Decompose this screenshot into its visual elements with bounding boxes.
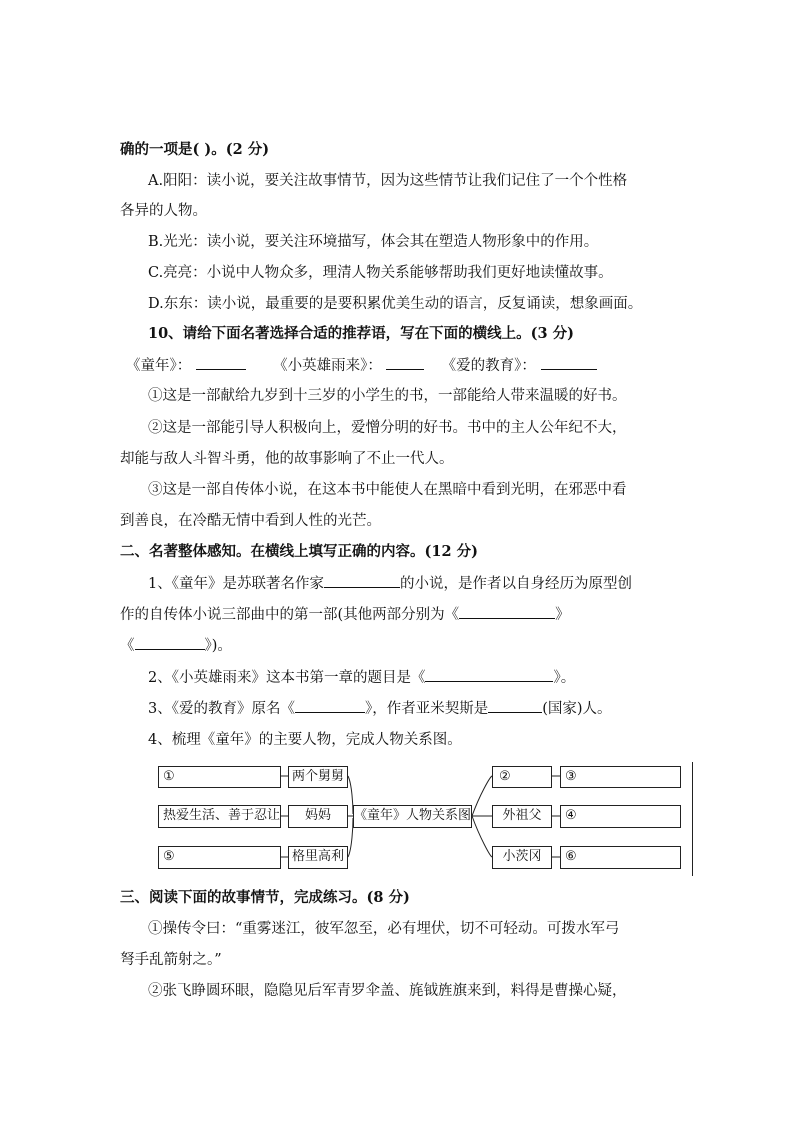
s2-q3-text-a: 3、《爱的教育》原名《 [148, 701, 295, 717]
q10-option-1: ①这是一部献给九岁到十三岁的小学生的书，一部能给人带来温暖的好书。 [148, 388, 627, 404]
s2-q1-text-e: 《 [120, 638, 135, 654]
q10-option-3: ③这是一部自传体小说，在这本书中能使人在黑暗中看到光明，在邪恶中看 [148, 482, 627, 498]
q10-stem: 10、请给下面名著选择合适的推荐语，写在下面的横线上。(3 分) [148, 325, 575, 342]
s2-q2-text-b: 》。 [553, 670, 576, 686]
s2-q1-text-b: 的小说，是作者以自身经历为原型创 [399, 576, 632, 592]
diagram-center-title: 《童年》人物关系图 [353, 805, 472, 828]
blank-1-box[interactable]: ① [158, 766, 281, 788]
s2-q1-text-a: 1、《童年》是苏联著名作家 [148, 576, 324, 592]
q9-option-c: C.亮亮：小说中人物众多，理清人物关系能够帮助我们更好地读懂故事。 [148, 265, 613, 281]
book-tongnian: 《童年》： [126, 358, 192, 374]
s2-q1-text-f: 》)。 [204, 638, 232, 654]
s3-passage-1-cont: 弩手乱箭射之。” [120, 952, 222, 968]
mother-box: 妈妈 [288, 805, 348, 828]
q9-option-d: D.东东：读小说，最重要的是要积累优美生动的语言，反复诵读，想象画面。 [148, 296, 643, 312]
book-yulai: 《小英雄雨来》： [273, 358, 382, 374]
q10-option-3-cont: 到善良，在冷酷无情中看到人性的光芒。 [120, 513, 381, 529]
blank-6-box[interactable]: ⑥ [560, 846, 681, 869]
blank-3-box[interactable]: ③ [560, 766, 681, 788]
s2-q1-text-d: 》 [555, 607, 570, 623]
diagram-right-border [692, 762, 693, 876]
blank-2-box[interactable]: ② [492, 766, 552, 788]
s2-q2-text-a: 2、《小英雄雨来》这本书第一章的题目是《 [148, 670, 426, 686]
blank-5-box[interactable]: ⑤ [158, 846, 281, 869]
trait-box: 热爱生活、善于忍让 [158, 805, 281, 828]
xiaohuier-box: 小茨冈 [492, 846, 552, 869]
q10-option-2: ②这是一部能引导人积极向上，爱憎分明的好书。书中的主人公年纪不大， [148, 420, 627, 436]
q9-option-a: A.阳阳：读小说，要关注故事情节，因为这些情节让我们记住了一个个性格 [148, 173, 628, 189]
book-aide-jiaoyu: 《爱的教育》： [441, 358, 536, 374]
s2-q3-text-c: (国家)人。 [542, 701, 612, 717]
q10-option-2-cont: 却能与敌人斗智斗勇，他的故事影响了不止一代人。 [120, 451, 454, 467]
q9-option-b: B.光光：读小说，要关注环境描写，体会其在塑造人物形象中的作用。 [148, 234, 599, 250]
grigory-box: 格里高利 [288, 846, 348, 869]
s2-q4: 4、梳理《童年》的主要人物，完成人物关系图。 [148, 732, 462, 748]
s3-passage-1: ①操传令曰：“重雾迷江，彼军忽至，必有埋伏，切不可轻动。可拨水军弓 [148, 921, 620, 937]
s3-passage-2: ②张飞睁圆环眼，隐隐见后军青罗伞盖、旄钺旌旗来到，料得是曹操心疑， [148, 983, 627, 999]
section2-title: 二、名著整体感知。在横线上填写正确的内容。(12 分) [120, 543, 478, 560]
section3-title: 三、阅读下面的故事情节，完成练习。(8 分) [120, 889, 410, 906]
s2-q3-text-b: 》，作者亚米契斯是 [364, 701, 489, 717]
q9-option-a-cont: 各异的人物。 [120, 203, 207, 219]
uncles-box: 两个舅舅 [288, 766, 348, 788]
blank-4-box[interactable]: ④ [560, 805, 681, 828]
q9-stem: 确的一项是( )。(2 分) [120, 141, 270, 158]
s2-q1-text-c: 作的自传体小说三部曲中的第一部(其他两部分别为《 [120, 607, 460, 623]
grandfather-box: 外祖父 [492, 805, 552, 828]
